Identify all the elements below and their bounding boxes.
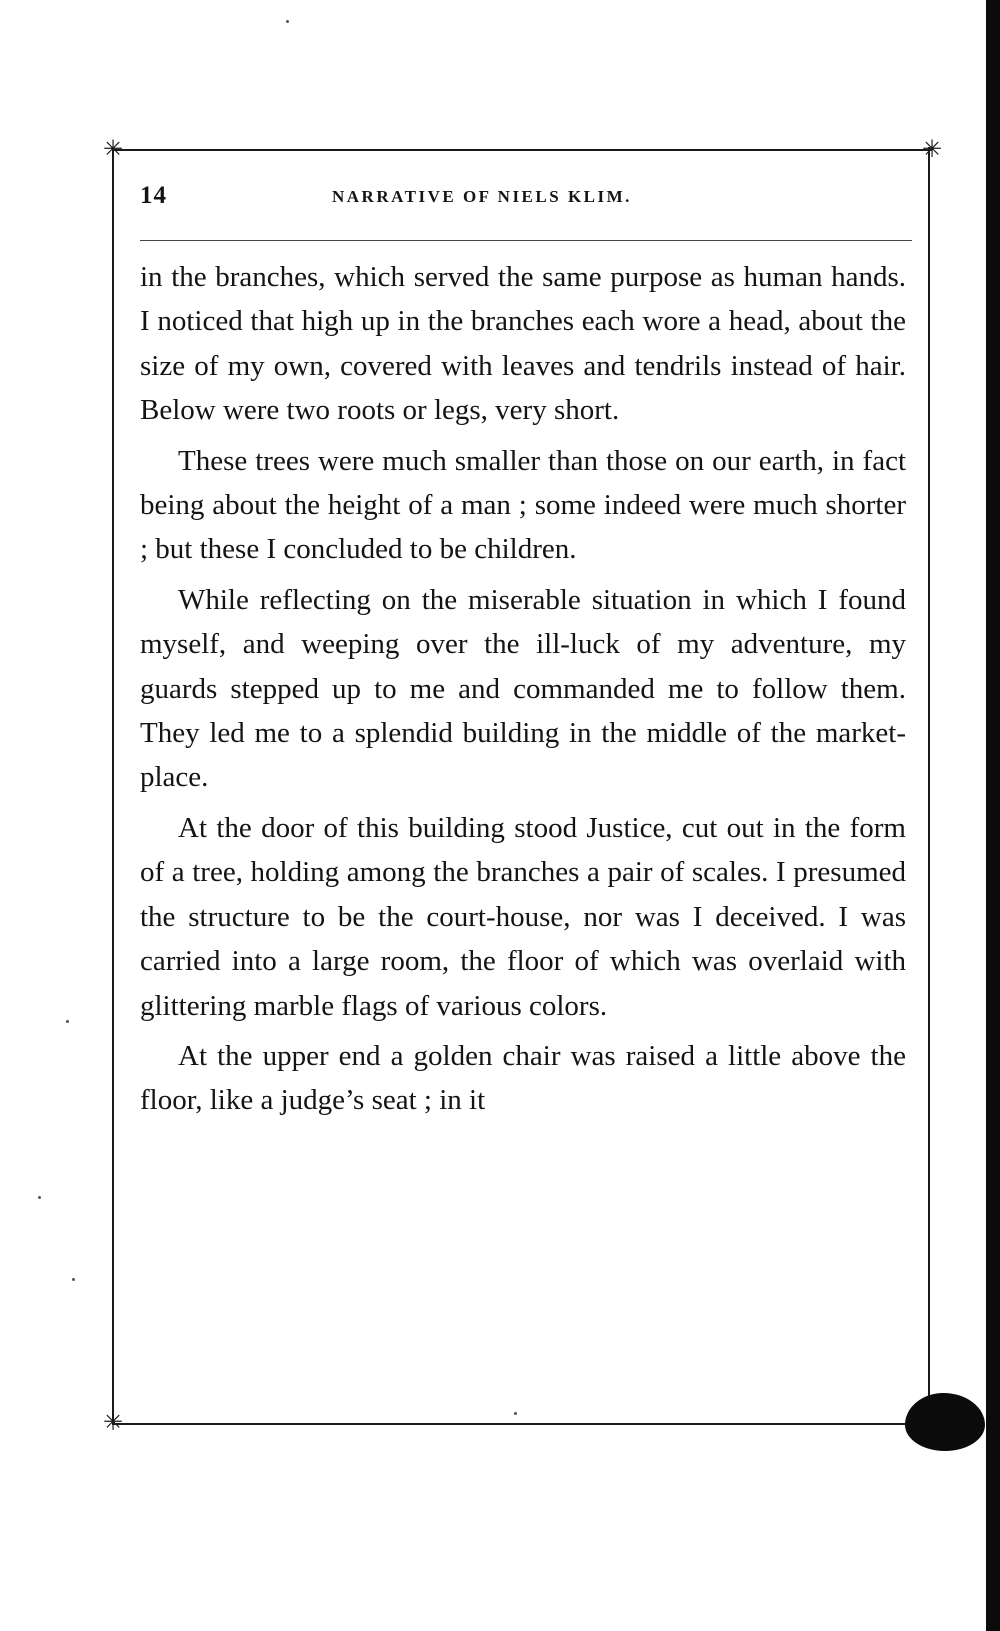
paragraph: At the door of this building stood Justice, cut out in the form of a tree, holding among the branches a pair of scales. I presumed the structure to be the court-house, nor was I deceived. I was carried into a large room, the floor of which was overlaid with glittering marble flags of various colors. xyxy=(140,811,906,1022)
page-header xyxy=(140,182,910,218)
paper-speck xyxy=(66,1020,69,1023)
paragraph: While reflecting on the miserable situation in which I found myself, and weeping over the ill-luck of my adventure, my guards stepped up to me and commanded me to follow them. They led me to a splendid building in the middle of the market-place. xyxy=(140,583,906,794)
header-rule xyxy=(140,240,912,241)
running-head: NARRATIVE OF NIELS KLIM. xyxy=(332,187,632,206)
bottom-border-rule xyxy=(112,1423,932,1425)
paragraph: At the upper end a golden chair was raised a little above the floor, like a judge’s seat ; in it xyxy=(140,1039,906,1117)
page-number: 14 xyxy=(140,182,167,209)
paper-speck xyxy=(514,1412,517,1415)
corner-ornament-icon: ✳ xyxy=(102,137,124,163)
paper-speck xyxy=(38,1196,41,1199)
paragraph: in the branches, which served the same purpose as human hands. I noticed that high up in the branches each wore a head, about the size of my own, covered with leaves and tendrils instead of hair. Below were two roots or legs, very short. xyxy=(140,261,906,427)
corner-ornament-icon: ✳ xyxy=(921,137,943,163)
corner-ornament-icon: ✳ xyxy=(102,1410,124,1436)
top-border-rule xyxy=(112,149,932,151)
body-text xyxy=(140,255,906,1129)
ink-blot-ornament xyxy=(905,1393,985,1451)
binding-edge xyxy=(986,0,1000,1631)
paper-speck xyxy=(72,1278,75,1281)
paper-speck xyxy=(286,20,289,23)
paragraph: These trees were much smaller than those on our earth, in fact being about the height of a man ; some indeed were much shorter ; but these I concluded to be children. xyxy=(140,444,906,566)
